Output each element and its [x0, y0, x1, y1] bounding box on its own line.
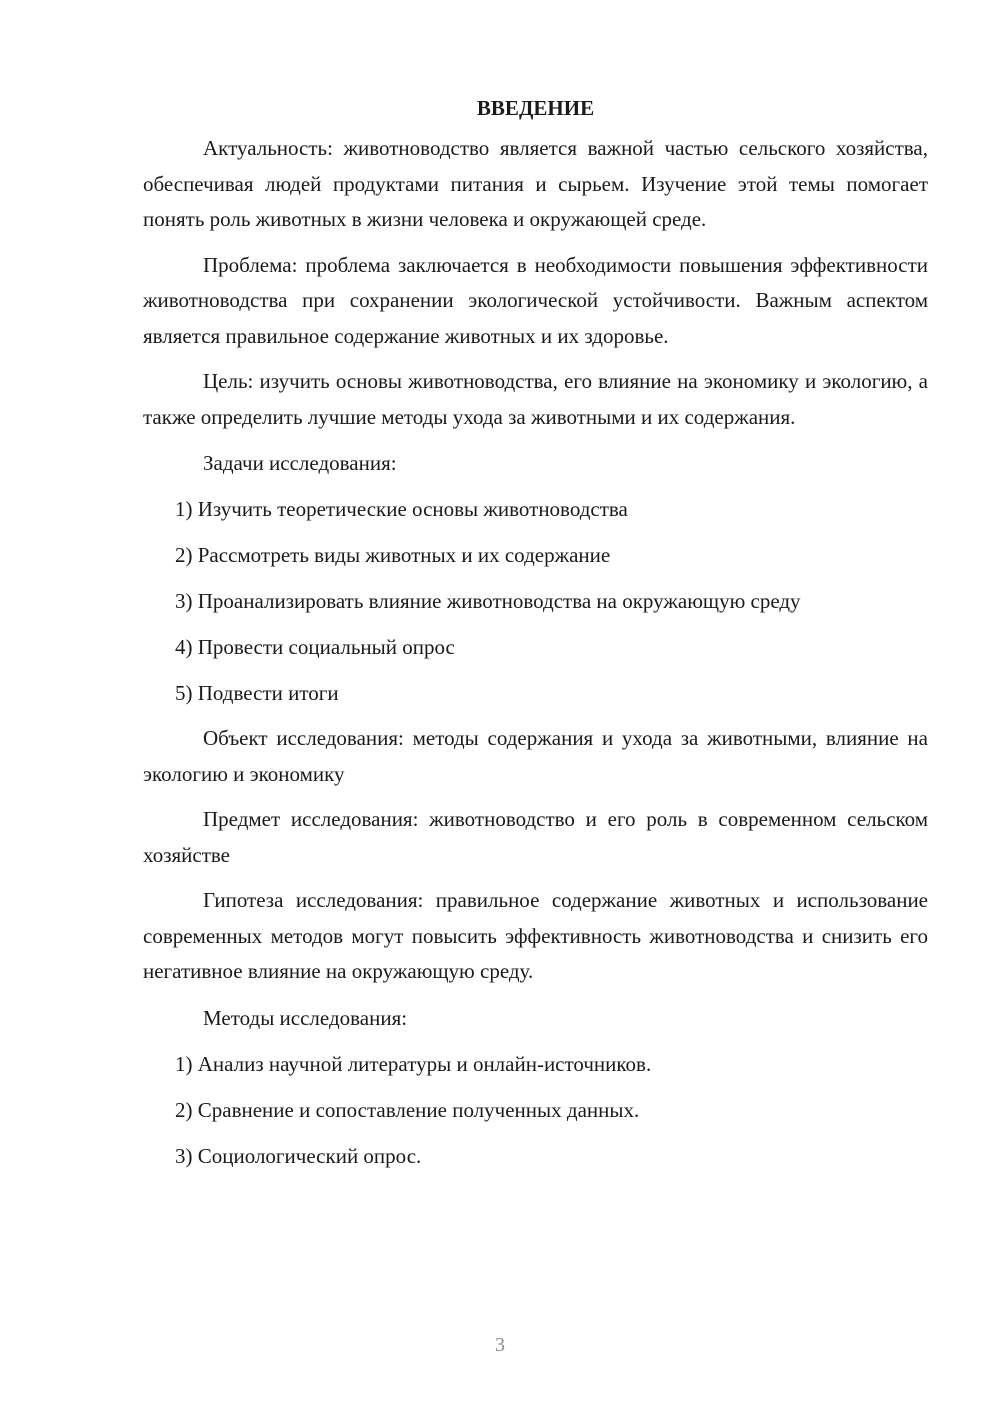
problem-paragraph: Проблема: проблема заключается в необходимости повышения эффективности животноводства при сохранении экологической устойчивости. Важным аспектом является правильное содержание животных и их здоровье. — [143, 252, 928, 348]
tasks-list — [143, 491, 928, 711]
relevance-paragraph: Актуальность: животноводство является важной частью сельского хозяйства, обеспечивая людей продуктами питания и сырьем. Изучение этой темы помогает понять роль животных в жизни человека и окружающей среде. — [143, 136, 928, 231]
method-item-3: 3) Социологический опрос. — [175, 1143, 422, 1168]
task-item-4: 4) Провести социальный опрос — [175, 635, 455, 659]
goal-paragraph: Цель: изучить основы животноводства, его влияние на экономику и экологию, а также определить лучшие методы ухода за животными и их содержания. — [143, 369, 928, 429]
task-item-2: 2) Рассмотреть виды животных и их содержание — [175, 543, 611, 567]
task-item-5: 5) Подвести итоги — [175, 681, 339, 705]
subject-paragraph: Предмет исследования: животноводство и его роль в современном сельском хозяйстве — [143, 807, 928, 867]
methods-heading: Методы исследования: — [203, 1005, 408, 1030]
hypothesis-paragraph: Гипотеза исследования: правильное содержание животных и использование современных методов могут повысить эффективность животноводства и снизить его негативное влияние на окружающую среду. — [143, 888, 928, 983]
page-title: ВВЕДЕНИЕ — [476, 96, 595, 120]
document-page — [143, 90, 928, 1184]
tasks-heading: Задачи исследования: — [203, 451, 397, 475]
page-number: 3 — [495, 1334, 505, 1356]
methods-list — [143, 1046, 928, 1174]
object-paragraph: Объект исследования: методы содержания и ухода за животными, влияние на экологию и экономику — [143, 726, 928, 786]
task-item-1: 1) Изучить теоретические основы животноводства — [175, 497, 628, 521]
method-item-1: 1) Анализ научной литературы и онлайн-источников. — [175, 1051, 652, 1076]
method-item-2: 2) Сравнение и сопоставление полученных данных. — [175, 1097, 640, 1122]
task-item-3: 3) Проанализировать влияние животноводства на окружающую среду — [175, 589, 801, 613]
